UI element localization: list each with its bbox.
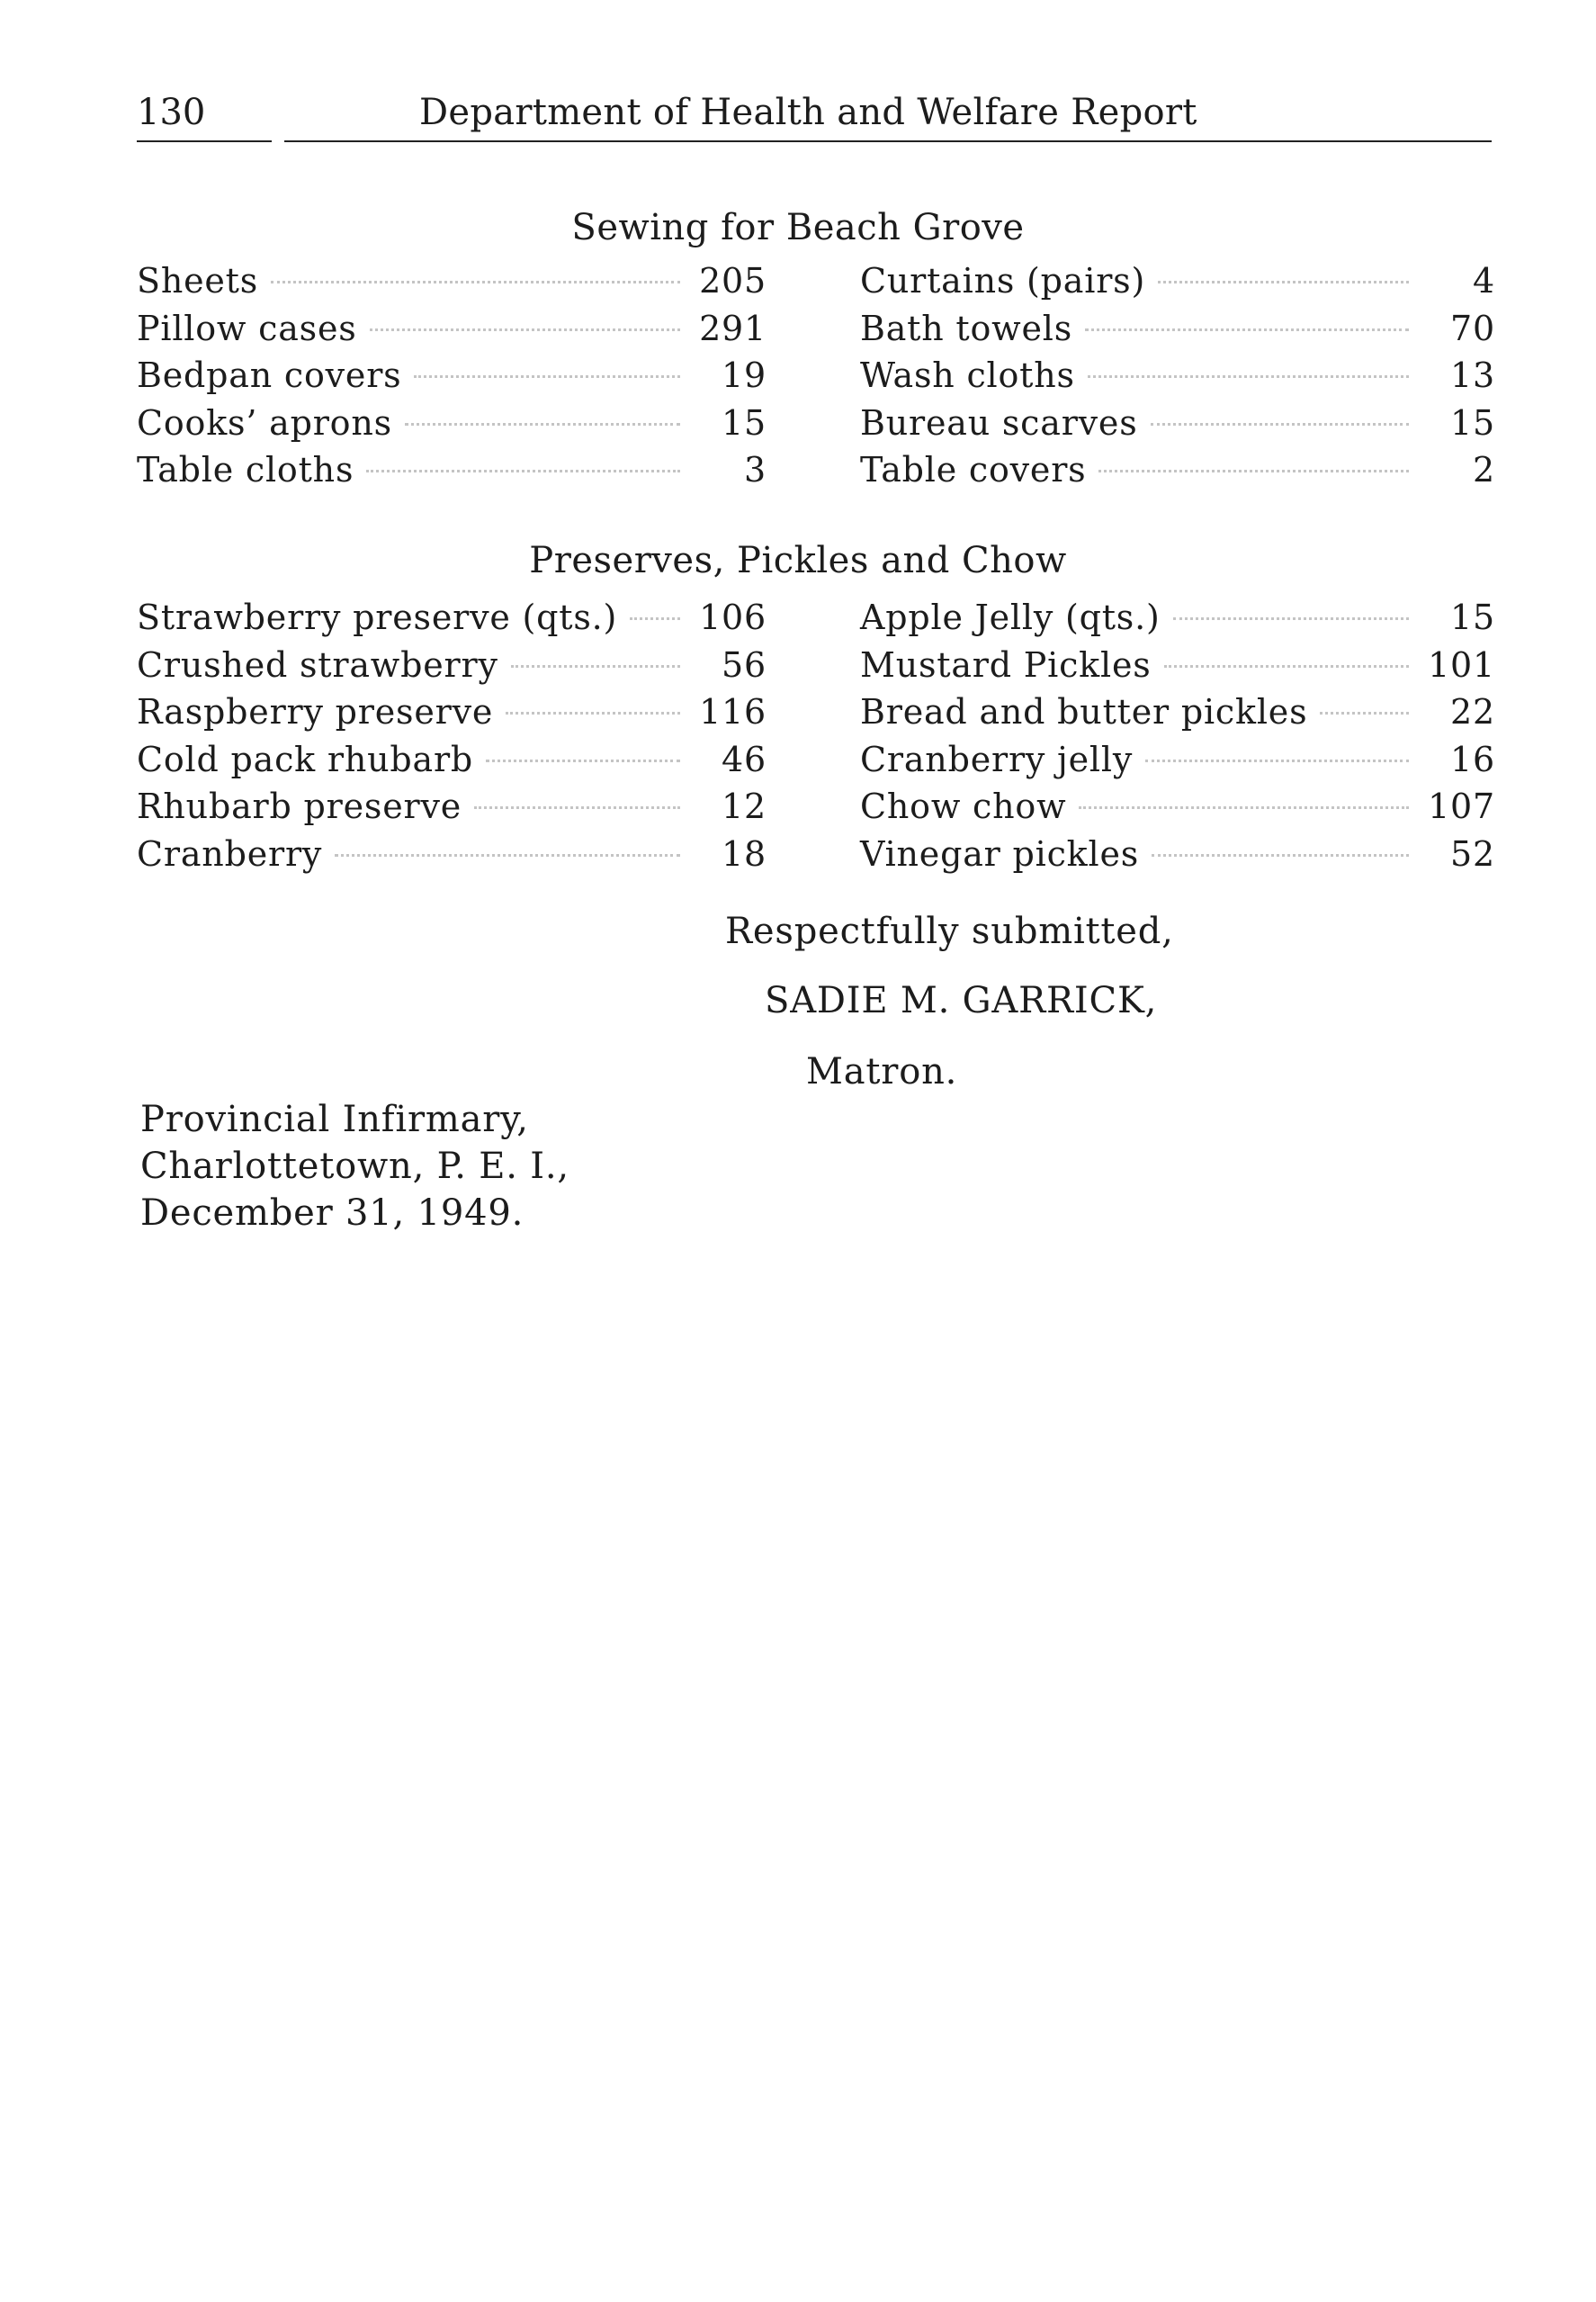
table-cell [137,736,767,783]
table-row [137,688,1495,736]
dot-leader [271,281,680,283]
preserves-section-title: Preserves, Pickles and Chow [529,540,1067,581]
item-value: 13 [1450,355,1495,395]
table-cell [860,352,1495,399]
item-label: Apple Jelly (qts.) [860,598,1161,637]
sewing-table [137,257,1495,494]
dot-leader [335,854,680,857]
dot-leader [1158,281,1409,283]
item-value: 16 [1450,739,1495,779]
running-title: Department of Health and Welfare Report [419,92,1197,133]
item-label: Mustard Pickles [860,644,1152,685]
item-value: 22 [1450,692,1495,732]
item-value: 12 [722,787,767,826]
table-cell [860,257,1495,304]
item-label: Chow chow [860,787,1067,826]
item-value: 3 [744,450,767,490]
dot-leader [414,375,680,378]
dot-leader [506,712,680,715]
table-cell [137,352,767,399]
dot-leader [1098,470,1409,472]
item-label: Table covers [860,450,1087,490]
dot-leader [366,470,680,472]
item-value: 19 [722,355,767,395]
item-value: 46 [722,739,767,779]
item-value: 291 [699,308,767,348]
preserves-table [137,594,1495,877]
dot-leader [1152,854,1409,857]
dot-leader [1173,617,1409,620]
table-cell [860,446,1495,493]
table-row [137,736,1495,784]
item-value: 205 [699,261,767,301]
table-cell [860,783,1495,830]
item-value: 116 [699,692,767,732]
table-cell [137,446,767,493]
item-label: Crushed strawberry [137,644,498,685]
item-label: Pillow cases [137,308,357,348]
table-cell [860,831,1495,877]
dot-leader [474,806,680,809]
item-value: 70 [1450,308,1495,348]
table-cell [137,831,767,877]
address-line-institution: Provincial Infirmary, [140,1099,529,1140]
dot-leader [405,423,680,426]
item-value: 52 [1450,833,1495,874]
item-label: Bedpan covers [137,355,402,395]
item-label: Wash cloths [860,355,1075,395]
item-label: Bath towels [860,308,1073,348]
dot-leader [486,760,680,762]
dot-leader [511,665,680,668]
dot-leader [1164,665,1409,668]
table-cell [860,305,1495,352]
table-row [137,783,1495,831]
table-row [137,642,1495,689]
table-row [137,831,1495,878]
table-cell [860,642,1495,688]
table-cell [860,688,1495,735]
table-cell [860,400,1495,446]
table-cell [137,257,767,304]
dot-leader [1151,423,1409,426]
item-value: 107 [1428,787,1495,826]
sewing-section-title: Sewing for Beach Grove [571,207,1025,248]
dot-leader [1088,375,1409,378]
table-cell [137,688,767,735]
header-rule-right [284,140,1492,142]
dot-leader [1320,712,1409,715]
table-row [137,400,1495,447]
item-label: Curtains (pairs) [860,261,1146,301]
table-cell [860,736,1495,783]
page-header [137,90,1492,144]
item-label: Cooks’ aprons [137,402,392,443]
dot-leader [1085,328,1409,331]
table-cell [137,594,767,641]
item-label: Vinegar pickles [860,833,1140,874]
item-value: 56 [722,644,767,685]
address-block [140,1096,569,1236]
item-value: 18 [722,833,767,874]
item-value: 2 [1473,450,1495,490]
table-row [137,446,1495,494]
item-value: 15 [722,402,767,443]
table-row [137,352,1495,400]
page-number: 130 [137,92,206,133]
address-line-date: December 31, 1949. [140,1192,525,1234]
item-value: 101 [1428,644,1495,685]
table-row [137,594,1495,642]
dot-leader [1079,806,1409,809]
item-label: Strawberry preserve (qts.) [137,598,618,637]
closing-salutation: Respectfully submitted, [725,911,1174,952]
item-label: Cranberry jelly [860,739,1134,779]
item-label: Cold pack rhubarb [137,739,474,779]
dot-leader [1145,760,1409,762]
table-cell [137,305,767,352]
table-row [137,257,1495,305]
item-value: 15 [1450,402,1495,443]
signatory-position: Matron. [806,1051,958,1093]
item-value: 15 [1450,598,1495,637]
signatory-name: SADIE M. GARRICK, [765,980,1158,1021]
item-label: Rhubarb preserve [137,787,462,826]
item-label: Table cloths [137,450,354,490]
table-cell [137,783,767,830]
item-value: 106 [699,598,767,637]
table-cell [860,594,1495,641]
dot-leader [630,617,680,620]
header-rule-left [137,140,272,142]
item-label: Bread and butter pickles [860,692,1308,732]
item-value: 4 [1473,261,1495,301]
item-label: Sheets [137,261,259,301]
item-label: Cranberry [137,833,323,874]
item-label: Bureau scarves [860,402,1138,443]
item-label: Raspberry preserve [137,692,494,732]
table-cell [137,400,767,446]
table-cell [137,642,767,688]
address-line-city: Charlottetown, P. E. I., [140,1146,569,1187]
dot-leader [370,328,680,331]
table-row [137,305,1495,353]
